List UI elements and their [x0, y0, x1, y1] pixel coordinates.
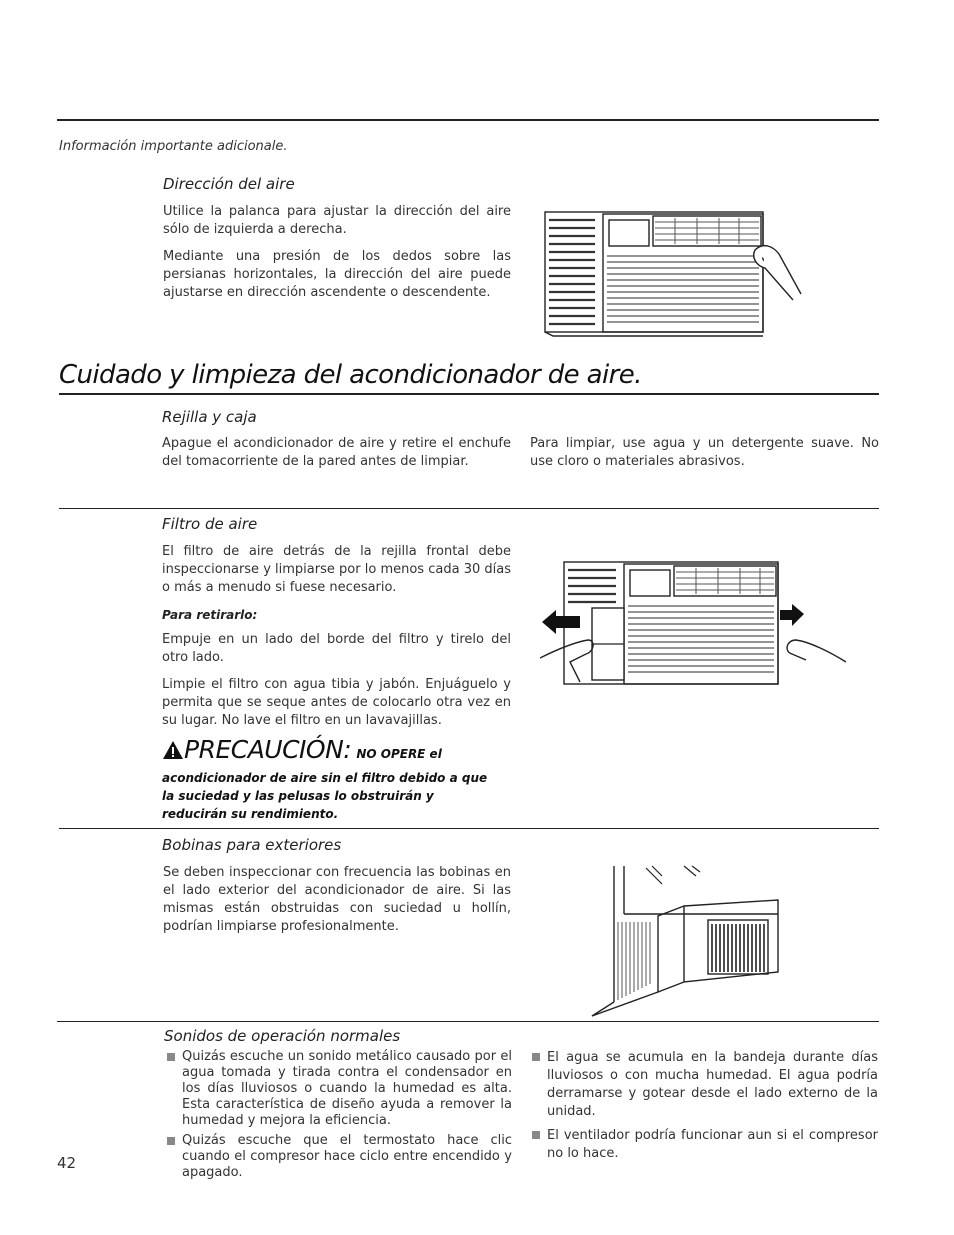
coils-heading: Bobinas para exteriores [162, 836, 342, 854]
caution-lead: NO OPERE el [356, 747, 442, 761]
air-direction-text [163, 203, 511, 311]
care-title: Cuidado y limpieza del acondicionador de aire. [59, 360, 642, 390]
filter-para1: El filtro de aire detrás de la rejilla frontal debe inspeccionarse y limpiarse por lo menos cada 30 días o más a menudo si fuese necesario. [162, 544, 511, 595]
title-rule [59, 393, 879, 395]
sounds-heading: Sonidos de operación normales [164, 1027, 401, 1045]
warning-icon [162, 740, 184, 769]
sounds-left-list [167, 1049, 512, 1185]
intro-text: Información importante adicionale. [59, 139, 288, 154]
grille-left-text: Apague el acondicionador de aire y retire el enchufe del tomacorriente de la pared antes de limpiar. [162, 436, 511, 469]
filter-para2: Empuje en un lado del borde del filtro y tirelo del otro lado. [162, 632, 511, 665]
sounds-right-list [532, 1049, 878, 1167]
top-rule [57, 119, 879, 121]
sounds-left-item-2: Quizás escuche que el termostato hace clic cuando el compresor hace ciclo entre encendido y apagado. [182, 1133, 512, 1180]
list-item [167, 1049, 512, 1129]
caution-word: PRECAUCIÓN: [184, 735, 352, 764]
sounds-left-item-1: Quizás escuche un sonido metálico causado por el agua tomada y tirada contra el condensador en los días lluviosos o cuando la humedad es alta. Esta característica de diseño ayuda a remover la humedad y mejora la eficiencia. [182, 1049, 512, 1128]
ac-unit-front-illustration [543, 208, 805, 338]
sounds-rule [57, 1021, 879, 1022]
air-direction-heading: Dirección del aire [163, 175, 295, 193]
filter-para3: Limpie el filtro con agua tibia y jabón. Enjuáguelo y permita que se seque antes de colocarlo otra vez en su lugar. No lave el filtro en un lavavajillas. [162, 677, 511, 728]
sounds-right-item-1: El agua se acumula en la bandeja durante días lluviosos o con mucha humedad. El agua podría derramarse y gotear desde el lado externo de la unidad. [547, 1050, 878, 1119]
filter-rule [59, 508, 879, 509]
caution-rest: acondicionador de aire sin el filtro debido a que la suciedad y las pelusas lo obstruirán y reducirán su rendimiento. [162, 771, 488, 821]
list-item [167, 1133, 512, 1181]
list-item [532, 1127, 878, 1163]
caution-block [162, 736, 512, 823]
filter-removal-illustration [540, 558, 846, 690]
coils-text: Se deben inspeccionar con frecuencia las bobinas en el lado exterior del acondicionador de aire. Si las mismas están obstruidas con suciedad u hollín, podrían limpiarse profesionalmente. [163, 865, 511, 934]
filter-heading: Filtro de aire [162, 515, 258, 533]
grille-heading: Rejilla y caja [162, 408, 257, 426]
filter-text [162, 543, 511, 739]
air-direction-para2: Mediante una presión de los dedos sobre las persianas horizontales, la dirección del aire puede ajustarse en dirección ascendente o descendente. [163, 249, 511, 300]
filter-remove-label: Para retirarlo: [162, 608, 258, 622]
list-item [532, 1049, 878, 1121]
outdoor-coils-illustration [588, 862, 784, 1020]
coils-rule [59, 828, 879, 829]
sounds-right-item-2: El ventilador podría funcionar aun si el compresor no lo hace. [547, 1128, 878, 1161]
grille-right-text: Para limpiar, use agua y un detergente suave. No use cloro o materiales abrasivos. [530, 436, 879, 469]
page-number: 42 [57, 1154, 77, 1172]
air-direction-para1: Utilice la palanca para ajustar la dirección del aire sólo de izquierda a derecha. [163, 204, 511, 237]
